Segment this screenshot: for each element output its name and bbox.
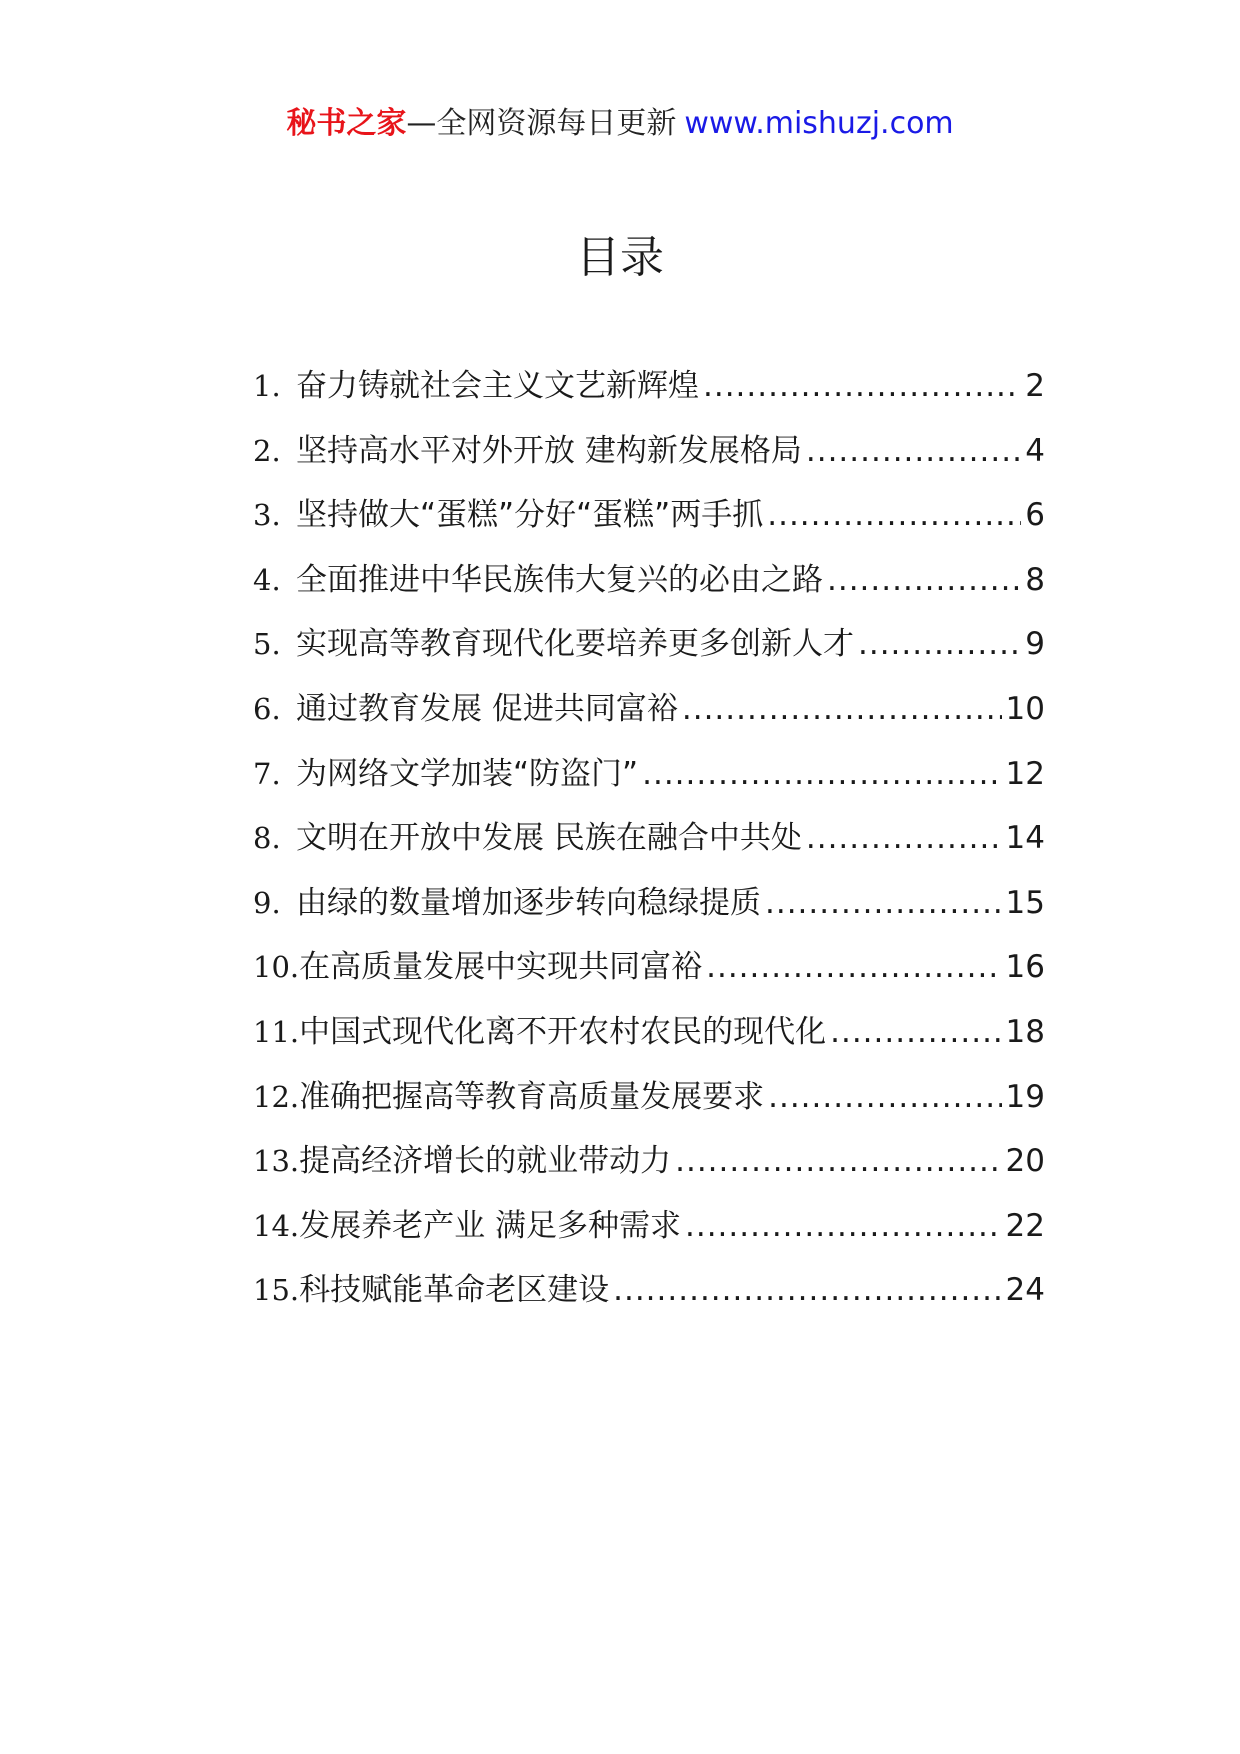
toc-entry-title: 在高质量发展中实现共同富裕 — [299, 949, 703, 986]
toc-dot-leader — [806, 433, 1021, 469]
toc-entry[interactable] — [253, 812, 1045, 877]
toc-entry-number: 13. — [253, 1144, 300, 1179]
toc-entry-number: 1. — [253, 369, 281, 403]
toc-dot-leader — [827, 562, 1021, 598]
toc-entry-title: 通过教育发展 促进共同富裕 — [296, 690, 678, 727]
toc-entry-page: 22 — [1005, 1207, 1045, 1244]
toc-dot-leader — [806, 820, 1002, 856]
toc-entry[interactable] — [253, 1264, 1045, 1329]
toc-entry-number: 2. — [253, 433, 281, 468]
toc-dot-leader — [685, 1208, 1002, 1244]
toc-entry-page: 14 — [1005, 820, 1045, 857]
toc-entry-number: 4. — [253, 562, 281, 597]
toc-entry-page: 16 — [1005, 949, 1045, 986]
toc-entry-page: 10 — [1005, 690, 1045, 727]
toc-entry-number: 8. — [253, 821, 281, 856]
toc-entry[interactable] — [253, 941, 1045, 1006]
toc-entry[interactable] — [253, 425, 1045, 490]
toc-entry[interactable] — [253, 877, 1045, 942]
toc-entry[interactable] — [253, 748, 1045, 813]
toc-entry-number: 15. — [253, 1273, 300, 1308]
toc-entry-number: 12. — [253, 1079, 300, 1114]
toc-entry-page: 18 — [1005, 1013, 1045, 1050]
toc-entry-title: 坚持高水平对外开放 建构新发展格局 — [296, 432, 802, 469]
toc-dot-leader — [768, 1079, 1001, 1115]
toc-entry[interactable] — [253, 1006, 1045, 1071]
toc-entry-page: 19 — [1005, 1078, 1045, 1115]
toc-entry-number: 6. — [253, 691, 281, 726]
toc-entry-page: 6 — [1025, 497, 1045, 534]
toc-entry-page: 9 — [1025, 626, 1045, 663]
toc-entry-page: 2 — [1025, 368, 1045, 404]
toc-dot-leader — [703, 368, 1021, 404]
toc-dot-leader — [767, 497, 1021, 533]
toc-dot-leader — [642, 756, 1001, 792]
toc-entry-title: 文明在开放中发展 民族在融合中共处 — [296, 820, 802, 857]
toc-entry-title: 奋力铸就社会主义文艺新辉煌 — [296, 368, 699, 404]
toc-dot-leader — [858, 626, 1021, 662]
toc-entry-title: 发展养老产业 满足多种需求 — [299, 1207, 681, 1244]
toc-entry-number: 7. — [253, 756, 281, 791]
toc-entry-page: 12 — [1005, 755, 1045, 792]
toc-dot-leader — [706, 949, 1001, 985]
site-header — [0, 100, 1240, 148]
document-title: 目录 — [576, 232, 664, 283]
toc-dot-leader — [613, 1272, 1001, 1308]
toc-entry[interactable] — [253, 683, 1045, 748]
toc-entry-number: 5. — [253, 627, 281, 662]
site-url-link[interactable]: www.mishuzj.com — [684, 106, 954, 141]
toc-entry[interactable] — [253, 618, 1045, 683]
toc-entry[interactable] — [253, 554, 1045, 619]
toc-entry-title: 坚持做大“蛋糕”分好“蛋糕”两手抓 — [296, 497, 764, 534]
toc-entry-title: 中国式现代化离不开农村农民的现代化 — [299, 1013, 827, 1050]
toc-entry-page: 8 — [1025, 561, 1045, 598]
toc-entry-page: 4 — [1025, 432, 1045, 469]
toc-entry-number: 9. — [253, 885, 281, 920]
toc-entry-title: 为网络文学加装“防盗门” — [296, 755, 639, 792]
toc-entry-page: 15 — [1005, 884, 1045, 921]
toc-entry-title: 全面推进中华民族伟大复兴的必由之路 — [296, 561, 823, 598]
table-of-contents — [253, 360, 1045, 1329]
toc-entry[interactable] — [253, 1200, 1045, 1265]
site-slogan: —全网资源每日更新 — [406, 106, 677, 141]
brand-name: 秘书之家 — [286, 106, 407, 141]
toc-entry-title: 实现高等教育现代化要培养更多创新人才 — [296, 626, 854, 663]
toc-dot-leader — [830, 1014, 1001, 1050]
toc-dot-leader — [675, 1143, 1001, 1179]
toc-entry[interactable] — [253, 360, 1045, 425]
toc-entry-page: 24 — [1005, 1272, 1045, 1309]
toc-entry-number: 11. — [253, 1014, 300, 1049]
toc-entry-number: 10. — [253, 950, 300, 985]
toc-entry-number: 14. — [253, 1208, 300, 1243]
toc-entry[interactable] — [253, 1135, 1045, 1200]
toc-entry[interactable] — [253, 489, 1045, 554]
toc-entry-title: 科技赋能革命老区建设 — [299, 1272, 610, 1309]
toc-entry-page: 20 — [1005, 1143, 1045, 1180]
toc-entry-title: 由绿的数量增加逐步转向稳绿提质 — [296, 884, 761, 921]
toc-entry[interactable] — [253, 1071, 1045, 1136]
toc-entry-title: 准确把握高等教育高质量发展要求 — [299, 1078, 765, 1115]
toc-dot-leader — [682, 691, 1002, 727]
toc-dot-leader — [765, 885, 1002, 921]
toc-entry-title: 提高经济增长的就业带动力 — [299, 1143, 672, 1180]
toc-entry-number: 3. — [253, 498, 281, 533]
